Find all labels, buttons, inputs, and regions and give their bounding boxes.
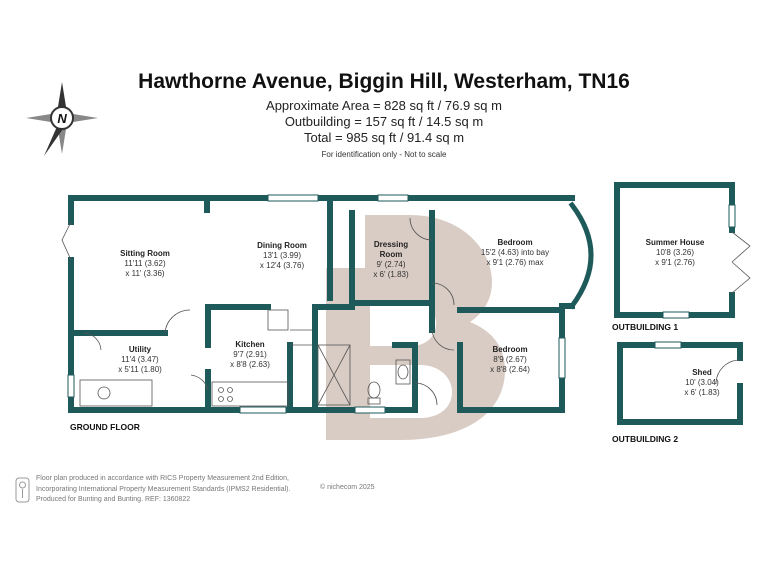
svg-text:11'4 (3.47): 11'4 (3.47) (121, 355, 159, 364)
footer-line-3: Produced for Bunting and Bunting. REF: 1360822 (36, 496, 191, 503)
svg-text:Sitting Room: Sitting Room (120, 249, 170, 258)
room-dressing (373, 240, 409, 279)
room-sitting (120, 249, 170, 278)
outbuilding-1-label: OUTBUILDING 1 (612, 322, 679, 332)
footer-copyright: © nichecom 2025 (320, 484, 375, 491)
summer-house-doors (732, 232, 750, 293)
compass-letter: N (57, 111, 67, 126)
utility-fixtures (80, 380, 152, 406)
svg-text:15'2 (4.63) into bay: 15'2 (4.63) into bay (480, 248, 550, 257)
svg-text:9' (2.74): 9' (2.74) (376, 260, 406, 269)
svg-text:Shed: Shed (692, 368, 712, 377)
outbuilding-2-label: OUTBUILDING 2 (612, 434, 679, 444)
svg-text:x 12'4 (3.76): x 12'4 (3.76) (259, 261, 305, 270)
room-kitchen (230, 340, 270, 369)
svg-text:8'9 (2.67): 8'9 (2.67) (493, 355, 527, 364)
area-line-outbuilding: Outbuilding = 157 sq ft / 14.5 sq m (284, 114, 484, 129)
svg-text:x 6' (1.83): x 6' (1.83) (684, 388, 720, 397)
footer-line-2: Incorporating International Property Measurement Standards (IPMS2 Residential). (36, 485, 291, 493)
room-summer-house (646, 238, 705, 267)
room-shed (684, 368, 720, 397)
svg-text:x 9'1 (2.76) max: x 9'1 (2.76) max (486, 258, 544, 267)
svg-text:Summer House: Summer House (645, 238, 705, 247)
shed-windows (655, 342, 681, 348)
svg-text:Bedroom: Bedroom (497, 238, 533, 247)
room-bedroom-2 (490, 345, 530, 374)
area-line-total: Total = 985 sq ft / 91.4 sq m (303, 130, 465, 145)
svg-text:x 5'11 (1.80): x 5'11 (1.80) (118, 365, 162, 374)
ground-floor-label: GROUND FLOOR (70, 422, 140, 432)
scale-disclaimer: For identification only - Not to scale (321, 150, 447, 159)
svg-text:Dressing: Dressing (373, 240, 409, 249)
shed-door (716, 360, 740, 384)
rics-logo-icon (16, 478, 29, 502)
svg-text:9'7 (2.91): 9'7 (2.91) (233, 350, 267, 359)
svg-text:10'8 (3.26): 10'8 (3.26) (656, 248, 694, 257)
area-line-main: Approximate Area = 828 sq ft / 76.9 sq m (266, 98, 502, 113)
svg-text:x 8'8 (2.64): x 8'8 (2.64) (490, 365, 530, 374)
footer-notes (36, 474, 290, 506)
svg-text:Bedroom: Bedroom (492, 345, 528, 354)
shed-walls (620, 345, 740, 422)
svg-text:x 11' (3.36): x 11' (3.36) (125, 269, 165, 278)
room-bedroom-1 (481, 238, 549, 267)
footer-line-1: Floor plan produced in accordance with RICS Property Measurement 2nd Edition, (36, 475, 289, 482)
compass-icon (26, 82, 98, 156)
svg-text:x 6' (1.83): x 6' (1.83) (373, 270, 409, 279)
svg-text:Kitchen: Kitchen (235, 340, 265, 349)
svg-text:13'1 (3.99): 13'1 (3.99) (263, 251, 301, 260)
svg-text:Dining Room: Dining Room (257, 241, 307, 250)
room-dining (257, 241, 307, 270)
svg-text:Utility: Utility (128, 345, 152, 354)
plan-title: Hawthorne Avenue, Biggin Hill, Westerham, TN16 (138, 70, 630, 93)
svg-text:x 9'1 (2.76): x 9'1 (2.76) (655, 258, 695, 267)
room-utility (118, 345, 162, 374)
svg-text:x 8'8 (2.63): x 8'8 (2.63) (230, 360, 270, 369)
svg-text:11'11 (3.62): 11'11 (3.62) (124, 259, 166, 268)
svg-text:Room: Room (379, 250, 403, 259)
svg-text:10' (3.04): 10' (3.04) (685, 378, 719, 387)
